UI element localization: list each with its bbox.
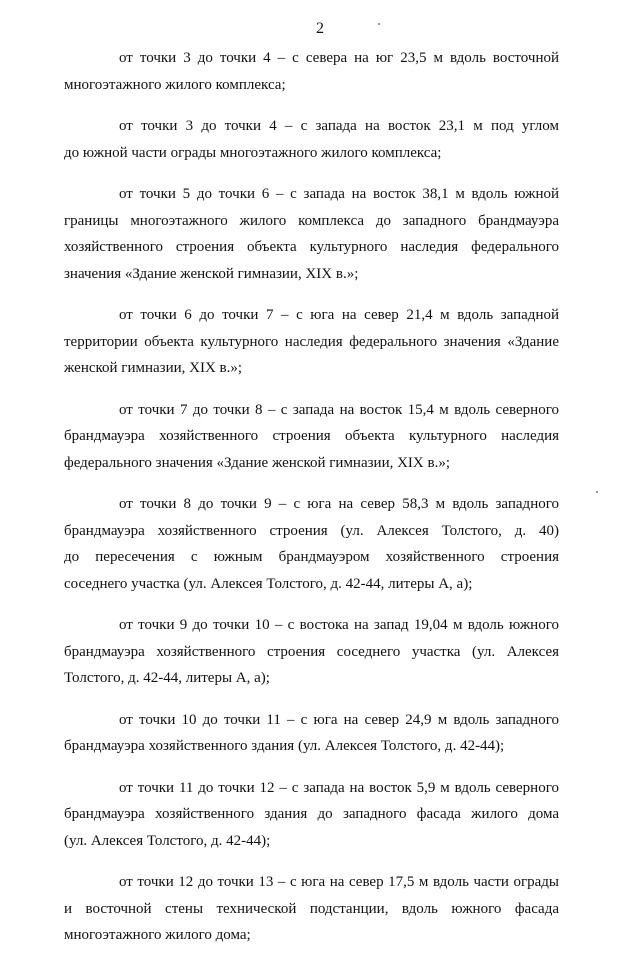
text-line: от точки 11 до точки 12 – с запада на восток 5,9 м вдоль северного	[119, 779, 559, 796]
paragraph	[64, 491, 559, 597]
document-body	[64, 45, 559, 964]
text-line: брандмауэра хозяйственного здания (ул. Алексея Толстого, д. 42-44);	[64, 738, 505, 754]
text-line: брандмауэра хозяйственного строения (ул. Алексея Толстого, д. 40)	[64, 522, 559, 539]
paragraph	[64, 181, 559, 287]
text-line: (ул. Алексея Толстого, д. 42-44);	[64, 832, 271, 849]
text-line: от точки 5 до точки 6 – с запада на восток 38,1 м вдоль южной	[119, 186, 559, 202]
text-line: соседнего участка (ул. Алексея Толстого, д. 42-44, литеры А, а);	[64, 575, 473, 592]
text-line: федерального значения «Здание женской гимназии, XIX в.»;	[64, 454, 451, 471]
paragraph	[64, 869, 559, 949]
paragraph	[64, 45, 559, 98]
text-line: границы многоэтажного жилого комплекса до западного брандмауэра	[64, 212, 559, 229]
text-line: до пересечения с южным брандмауэром хозяйственного строения	[64, 549, 559, 565]
text-line: от точки 7 до точки 8 – с запада на восток 15,4 м вдоль северного	[119, 401, 559, 418]
scan-speck	[596, 491, 598, 493]
text-line: от точки 3 до точки 4 – с севера на юг 23,5 м вдоль восточной	[119, 50, 559, 66]
paragraph	[64, 707, 559, 760]
text-line: брандмауэра хозяйственного строения соседнего участка (ул. Алексея	[64, 643, 559, 660]
scan-speck	[378, 23, 380, 25]
text-line: многоэтажного жилого дома;	[64, 927, 251, 943]
text-line: женской гимназии, XIX в.»;	[64, 360, 243, 376]
text-line: до южной части ограды многоэтажного жилого комплекса;	[64, 144, 442, 161]
text-line: от точки 8 до точки 9 – с юга на север 58,3 м вдоль западного	[119, 496, 559, 512]
text-line: от точки 9 до точки 10 – с востока на запад 19,04 м вдоль южного	[119, 617, 559, 633]
text-line: брандмауэра хозяйственного здания до западного фасада жилого дома	[64, 806, 559, 822]
text-line: территории объекта культурного наследия федерального значения «Здание	[64, 333, 559, 350]
paragraph	[64, 775, 559, 855]
text-line: Толстого, д. 42-44, литеры А, а);	[64, 670, 270, 686]
paragraph	[64, 302, 559, 382]
text-line: брандмауэра хозяйственного строения объекта культурного наследия	[64, 428, 559, 444]
text-line: от точки 6 до точки 7 – с юга на север 21,4 м вдоль западной	[119, 307, 559, 323]
text-line: от точки 3 до точки 4 – с запада на восток 23,1 м под углом	[119, 118, 559, 134]
text-line: многоэтажного жилого комплекса;	[64, 76, 286, 93]
text-line: от точки 10 до точки 11 – с юга на север 24,9 м вдоль западного	[119, 711, 559, 728]
paragraph	[64, 397, 559, 477]
text-line: значения «Здание женской гимназии, XIX в.»;	[64, 265, 359, 282]
text-line: от точки 12 до точки 13 – с юга на север 17,5 м вдоль части ограды	[119, 874, 559, 890]
paragraph	[64, 612, 559, 692]
text-line: и восточной стены технической подстанции, вдоль южного фасада	[64, 900, 559, 917]
text-line: хозяйственного строения объекта культурного наследия федерального	[64, 239, 559, 255]
page-number: 2	[316, 20, 324, 37]
paragraph	[64, 113, 559, 166]
